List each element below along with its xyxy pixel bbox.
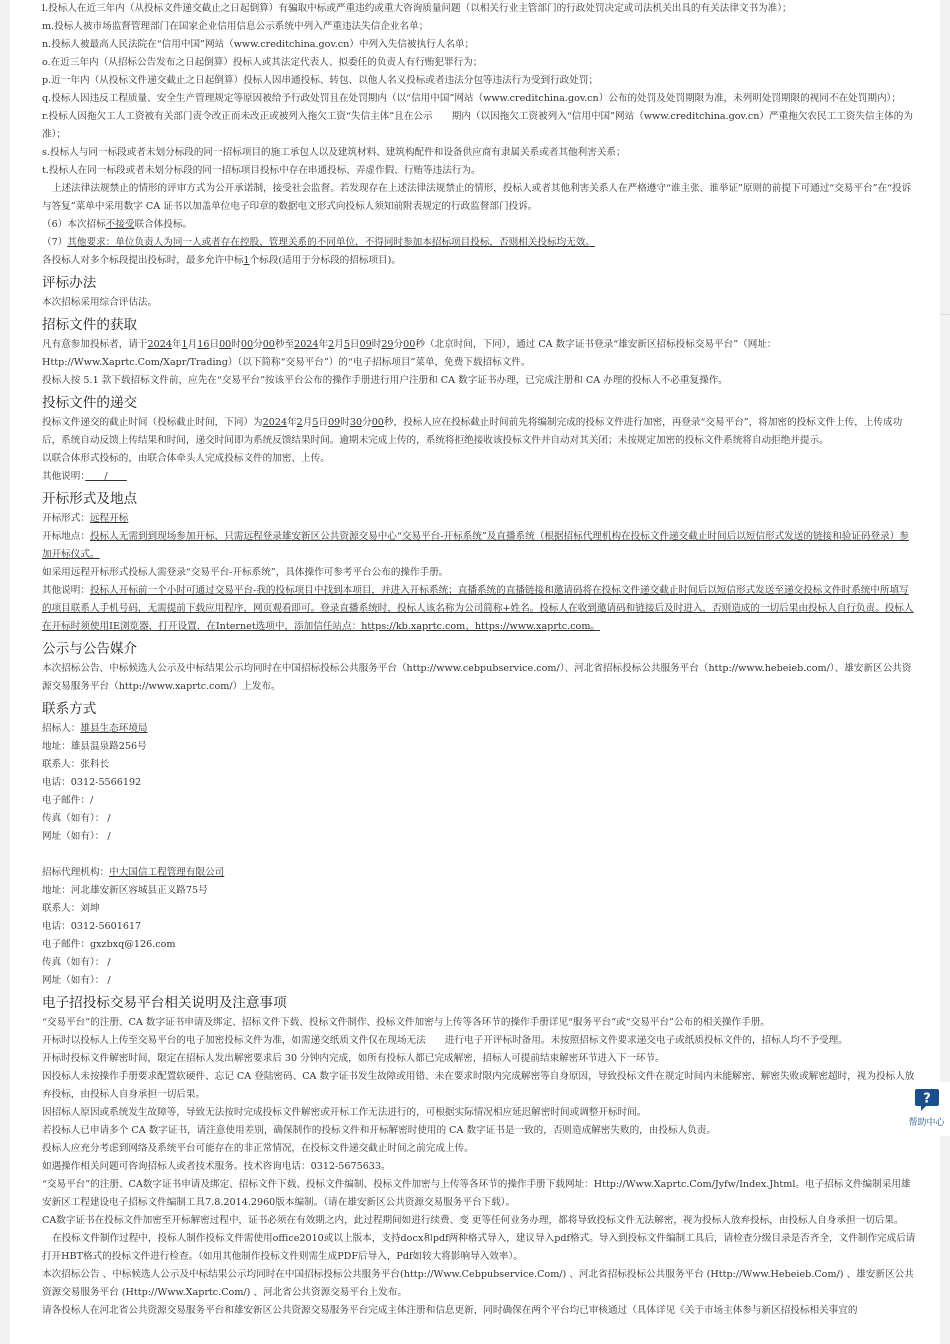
qualification-item: s.投标人与同一标段或者未划分标段的同一招标项目的施工承包人以及建筑材料、建筑构配件和设备供应商有隶属关系或者其他利害关系； [42,147,626,158]
consortium-value: 不接受 [105,219,135,230]
qualification-item: o.在近三年内（从招标公告发布之日起倒算）投标人或其法定代表人、拟委任的负责人有行贿犯罪行为； [42,57,483,68]
section-heading-evaluation: 评标办法 [42,275,97,291]
submission-other: 其他说明： / [42,471,127,482]
agency-detail: 传真（如有）： / [42,957,111,968]
tenderer-detail: 网址（如有）： / [42,831,111,842]
platform-paragraph: 本次招标公告 、中标候选人公示及中标结果公示均同时在中国招标投标公共服务平台(http://Www.Cebpubservice.Com/) 、河北省招标投标公共服务平台 (Http://Www.Hebeieb.Com/) 、雄安新区公共资源交易服务平台 (Http://Www.Xaprtc.Com/) 、河北省公共资源交易平台上发布。 [42,1269,914,1298]
page-edge-divider [940,314,950,315]
agency-detail: 电话：0312-5601617 [42,921,142,932]
document-content [42,0,917,1320]
qualification-item: n.投标人被最高人民法院在“信用中国”网站（www.creditchina.gov.cn）中列入失信被执行人名单； [42,39,475,50]
platform-paragraph: 因招标人原因或系统发生故障等，导致无法按时完成投标文件解密或开标工作无法进行的，可根据实际情况相应延迟解密时间或调整开标时间。 [42,1107,647,1118]
document-page [10,0,940,1344]
opening-remote-note: 如采用远程开标形式投标人需登录“交易平台-开标系统”，具体操作可参考平台公布的操作手册。 [42,567,449,578]
section-heading-submission: 投标文件的递交 [42,395,138,411]
supervision-note: 上述法律法规禁止的情形的评审方式为公开承诺制，接受社会监督。若发现存在上述法律法规禁止的情形，投标人或者其他利害关系人在严格遵守“谁主张、谁举证”原则的前提下可通过“交易平台”在“投诉与答复”菜单中采用数字 CA 证书以加盖单位电子印章的数据电文形式向投标人须知前附表规定的行政监督部门投诉。 [42,183,912,212]
opening-form: 开标形式：远程开标 [42,513,129,524]
obtain-schedule: 凡有意参加投标者，请于2024年1月16日00时00分00秒至2024年2月5日09时29分00秒（北京时间，下同），通过 CA 数字证书登录“雄安新区招标投标交易平台”（网址：Http://Www.Xaprtc.Com/Xapr/Trading）（以下简称“交易平台”）的“电子招标项目”菜单，免费下载招标文件。 [42,339,777,368]
section-heading-obtain: 招标文件的获取 [42,317,138,333]
agency-detail: 地址：河北雄安新区容城县正义路75号 [42,885,208,896]
platform-paragraph: 若投标人已申请多个 CA 数字证书，请注意使用差别，确保制作的投标文件和开标解密时使用的 CA 数字证书是一致的，否则造成解密失败的，由投标人负责。 [42,1125,716,1136]
help-center-label: 帮助中心 [908,1118,945,1128]
qualification-item: r.投标人因拖欠工人工资被有关部门责令改正而未改正或被列入拖欠工资“失信主体”且在公示 期内（以因拖欠工资被列入“信用中国”网站（www.creditchina.gov.cn）严重拖欠农民工工资失信主体的为准）； [42,111,913,140]
submission-consortium-note: 以联合体形式投标的，由联合体牵头人完成投标文件的加密、上传。 [42,453,330,464]
evaluation-text: 本次招标采用综合评估法。 [42,297,158,308]
platform-paragraph: “交易平台”的注册、CA 数字证书申请及绑定、招标文件下载、投标文件制作、投标文件加密与上传等各环节的操作手册详见“服务平台”或“交易平台”公布的相关操作手册。 [42,1017,770,1028]
tenderer-detail: 电话：0312-5566192 [42,777,142,788]
platform-paragraph: “交易平台”的注册、CA数字证书申请及绑定、招标文件下载、投标文件编制、投标文件加密与上传等各环节的操作手册下载网址：Http://Www.Xaprtc.Com/Jyfw/Index.Jhtml。电子招标文件编制采用雄安新区工程建设电子招标文件编制工具7.8.2014.2960版本编制。（请在雄安新区公共资源交易服务平台下载）。 [42,1179,911,1208]
section-heading-platform: 电子招投标交易平台相关说明及注意事项 [42,995,287,1011]
tenderer-detail: 电子邮件：/ [42,795,94,806]
tenderer-detail: 地址：雄县温泉路256号 [42,741,147,752]
platform-paragraph: 因投标人未按操作手册要求配置软硬件、忘记 CA 登陆密码、CA 数字证书发生故障或用错、未在要求时限内完成解密等自身原因，导致投标文件在规定时间内未能解密、解密失败或解密超时，视为投标人放弃投标，由投标人自身承担一切后果。 [42,1071,915,1100]
max-bid-line: 各投标人对多个标段提出投标时，最多允许中标1个标段(适用于分标段的招标项目)。 [42,255,401,266]
section-heading-opening: 开标形式及地点 [42,491,138,507]
platform-paragraph: 在投标文件制作过程中，投标人制作投标文件需使用office2010或以上版本，支持docx和pdf两种格式导入，建议导入pdf格式。导入到投标文件编制工具后，请检查分级目录是否齐全，文件制作完成后请打开HBT格式的投标文件进行检查。（如用其他制作投标文件则需生成PDF后导入，Pdf如较大将影响导入效率）。 [42,1233,916,1262]
agency-name: 招标代理机构：中大国信工程管理有限公司 [42,867,225,878]
qualification-list [42,0,917,180]
agency-detail: 联系人：刘坤 [42,903,100,914]
other-requirement-line: （7）其他要求：单位负责人为同一人或者存在控股、管理关系的不同单位，不得同时参加本招标项目投标，否则相关投标均无效。 [42,237,595,248]
obtain-registration-note: 投标人按 5.1 款下载招标文件前，应先在“交易平台”按该平台公布的操作手册进行用户注册和 CA 数字证书办理，已完成注册和 CA 办理的投标人不必重复操作。 [42,375,728,386]
section-heading-media: 公示与公告媒介 [42,641,138,657]
max-bid-value: 1 [243,255,250,266]
other-requirement-value: 其他要求：单位负责人为同一人或者存在控股、管理关系的不同单位，不得同时参加本招标项目投标，否则相关投标均无效。 [67,237,595,248]
platform-paragraph: CA数字证书在投标文件加密至开标解密过程中，证书必须在有效期之内，此过程期间如进行续费、变 更等任何业务办理，都将导致投标文件无法解密，视为投标人放弃投标，由投标人自身承担一切后果。 [42,1215,904,1226]
platform-paragraph: 如遇操作相关问题可咨询招标人或者技术服务。技术咨询电话：0312-5675633。 [42,1161,391,1172]
submission-deadline: 投标文件递交的截止时间（投标截止时间，下同）为2024年2月5日09时30分00秒，投标人应在投标截止时间前先将编制完成的投标文件进行加密，再登录“交易平台”，将加密的投标文件上传，上传成功后，系统自动反馈上传结果和时间，递交时间即为系统反馈结果时间。逾期未完成上传的，系统将拒绝接收该投标文件并自动对其关闭；未按规定加密的投标文件系统将自动拒绝并提示。 [42,417,903,446]
platform-paragraph: 开标时以投标人上传至交易平台的电子加密投标文件为准，如需递交纸质文件仅在现场无法 进行电子开评标时备用。未按照招标文件要求递交电子或纸质投标文件的，招标人均不予受理。 [42,1035,848,1046]
section-heading-contact: 联系方式 [42,701,97,717]
qualification-item: q.投标人因违反工程质量、安全生产管理规定等原因被给予行政处罚且在处罚期内（以“信用中国”网站（www.creditchina.gov.cn）公布的处罚及处罚期限为准，未列明处罚期限的视同不在处罚期内）； [42,93,901,104]
opening-other: 其他说明：投标人开标前一个小时可通过交易平台-我的投标项目中找到本项目，并进入开标系统；直播系统的直播链接和邀请码将在投标文件递交截止时间后以短信形式发送至递交投标文件时系统中所填写的项目联系人手机号码，无需提前下载应用程序，网页观看即可。登录直播系统时，投标人该名称为公司简称+姓名。投标人在收到邀请码和链接后及时进入，否则造成的一切后果由投标人自行负责。投标人在开标时须使用IE浏览器，打开设置，在Internet选项中，添加信任站点：https://kb.xaprtc.com、https://www.xaprtc.com。 [42,585,914,632]
tenderer-detail: 传真（如有）： / [42,813,111,824]
opening-place: 开标地点：投标人无需到到现场参加开标，只需远程登录雄安新区公共资源交易中心“交易平台-开标系统”及直播系统（根据招标代理机构在投标文件递交截止时间后以短信形式发送的链接和验证码登录）参加开标仪式。 [42,531,909,560]
tenderer-name: 招标人：雄县生态环境局 [42,723,148,734]
qualification-item: t.投标人在同一标段或者未划分标段的同一招标项目投标中存在串通投标、弄虚作假、行贿等违法行为。 [42,165,481,176]
question-icon [914,1088,940,1112]
agency-detail: 电子邮件：gxzbxq@126.com [42,939,176,950]
platform-paragraph: 投标人应充分考虑到网络及系统平台可能存在的非正常情况，在投标文件递交截止时间之前完成上传。 [42,1143,474,1154]
qualification-item: l.投标人在近三年内（从投标文件递交截止之日起倒算）有骗取中标或严重违约或重大咨询质量问题（以相关行业主管部门的行政处罚决定或司法机关出具的有关法律文书为准）； [42,3,792,14]
agency-detail: 网址（如有）： / [42,975,111,986]
tenderer-detail: 联系人：张科长 [42,759,110,770]
media-text: 本次招标公告、中标候选人公示及中标结果公示均同时在中国招标投标公共服务平台（http://www.cebpubservice.com/）、河北省招标投标公共服务平台（http://www.hebeieb.com/）、雄安新区公共资源交易服务平台（http://www.xaprtc.com/）上发布。 [42,663,912,692]
qualification-item: m.投标人被市场监督管理部门在国家企业信用信息公示系统中列入严重违法失信企业名单； [42,21,429,32]
qualification-item: p.近一年内（从投标文件递交截止之日起倒算）投标人因串通投标、转包、以他人名义投标或者违法分包等违法行为受到行政处罚； [42,75,599,86]
platform-paragraph: 开标时投标文件解密时间，限定在招标人发出解密要求后 30 分钟内完成，如所有投标人都已完成解密，招标人可提前结束解密环节进入下一环节。 [42,1053,665,1064]
consortium-line: （6）本次招标不接受联合体投标。 [42,219,193,230]
platform-paragraph: 请各投标人在河北省公共资源交易服务平台和雄安新区公共资源交易服务平台完成主体注册和信息更新，同时确保在两个平台均已审核通过（具体详见《关于市场主体参与新区招投标相关事宜的 [42,1305,858,1316]
svg-text:?: ? [922,1091,931,1107]
help-center-button[interactable] [903,1082,950,1136]
